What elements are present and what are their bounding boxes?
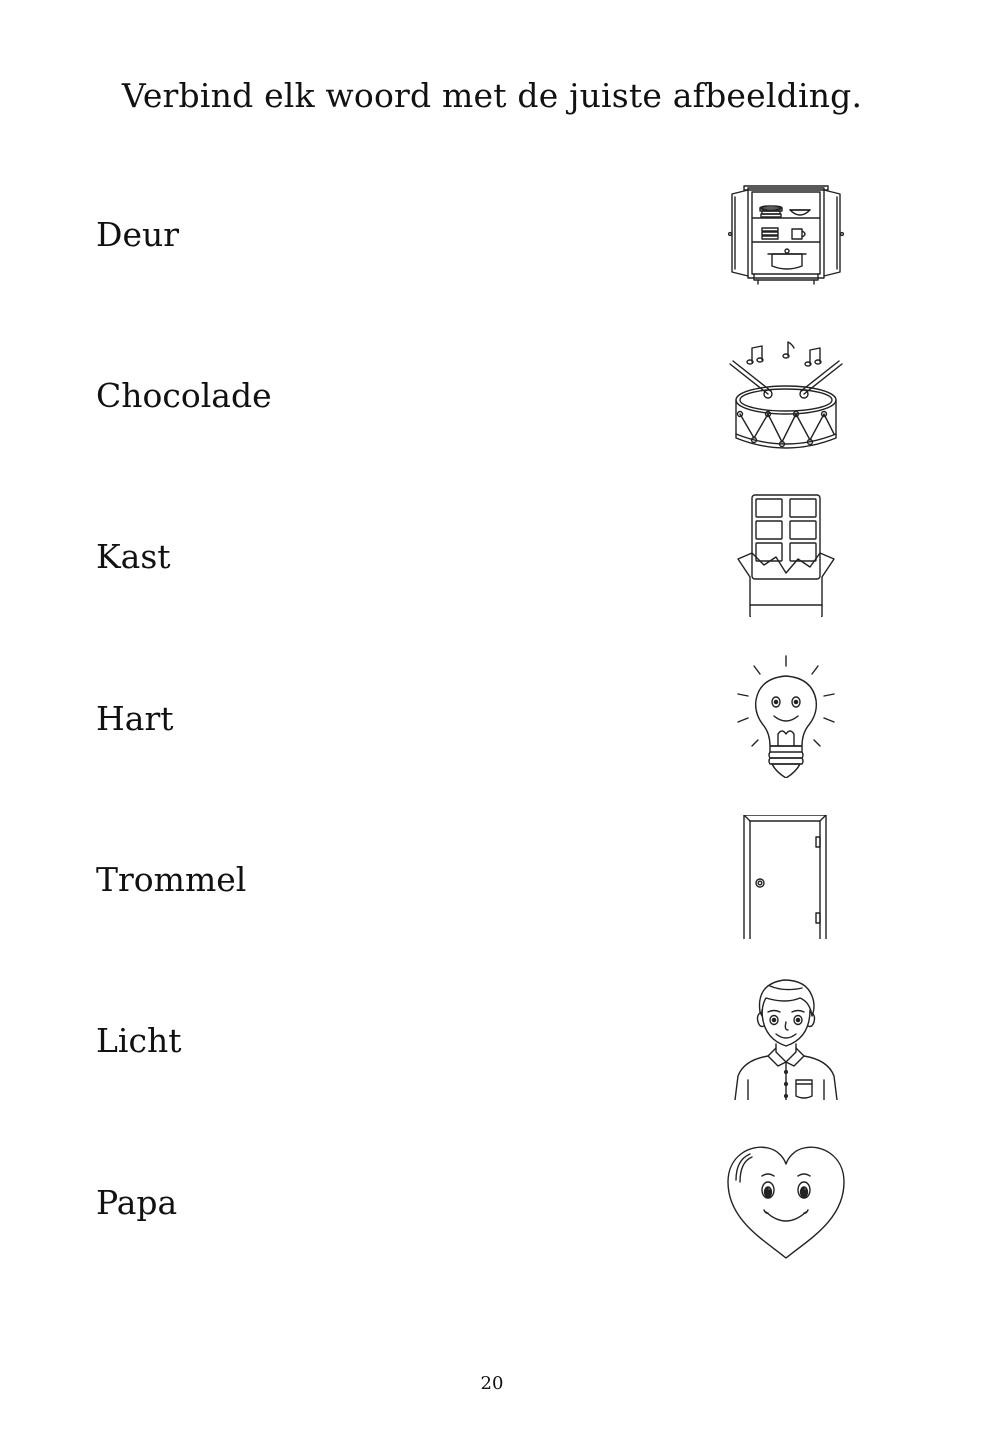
page-number: 20 — [480, 1373, 504, 1394]
heart-icon — [724, 1140, 848, 1264]
word-item: Kast — [96, 537, 171, 576]
cupboard-icon — [724, 180, 848, 304]
word-item: Hart — [96, 699, 174, 738]
word-item: Trommel — [96, 860, 247, 899]
drum-icon — [724, 334, 848, 458]
chocolate-bar-icon — [724, 493, 848, 617]
light-bulb-icon — [724, 654, 848, 778]
instruction-heading: Verbind elk woord met de juiste afbeelding. — [121, 76, 863, 115]
word-item: Licht — [96, 1021, 182, 1060]
door-icon — [724, 815, 848, 939]
word-item: Deur — [96, 215, 180, 254]
word-item: Chocolade — [96, 376, 272, 415]
man-icon — [724, 976, 848, 1100]
word-item: Papa — [96, 1183, 178, 1222]
